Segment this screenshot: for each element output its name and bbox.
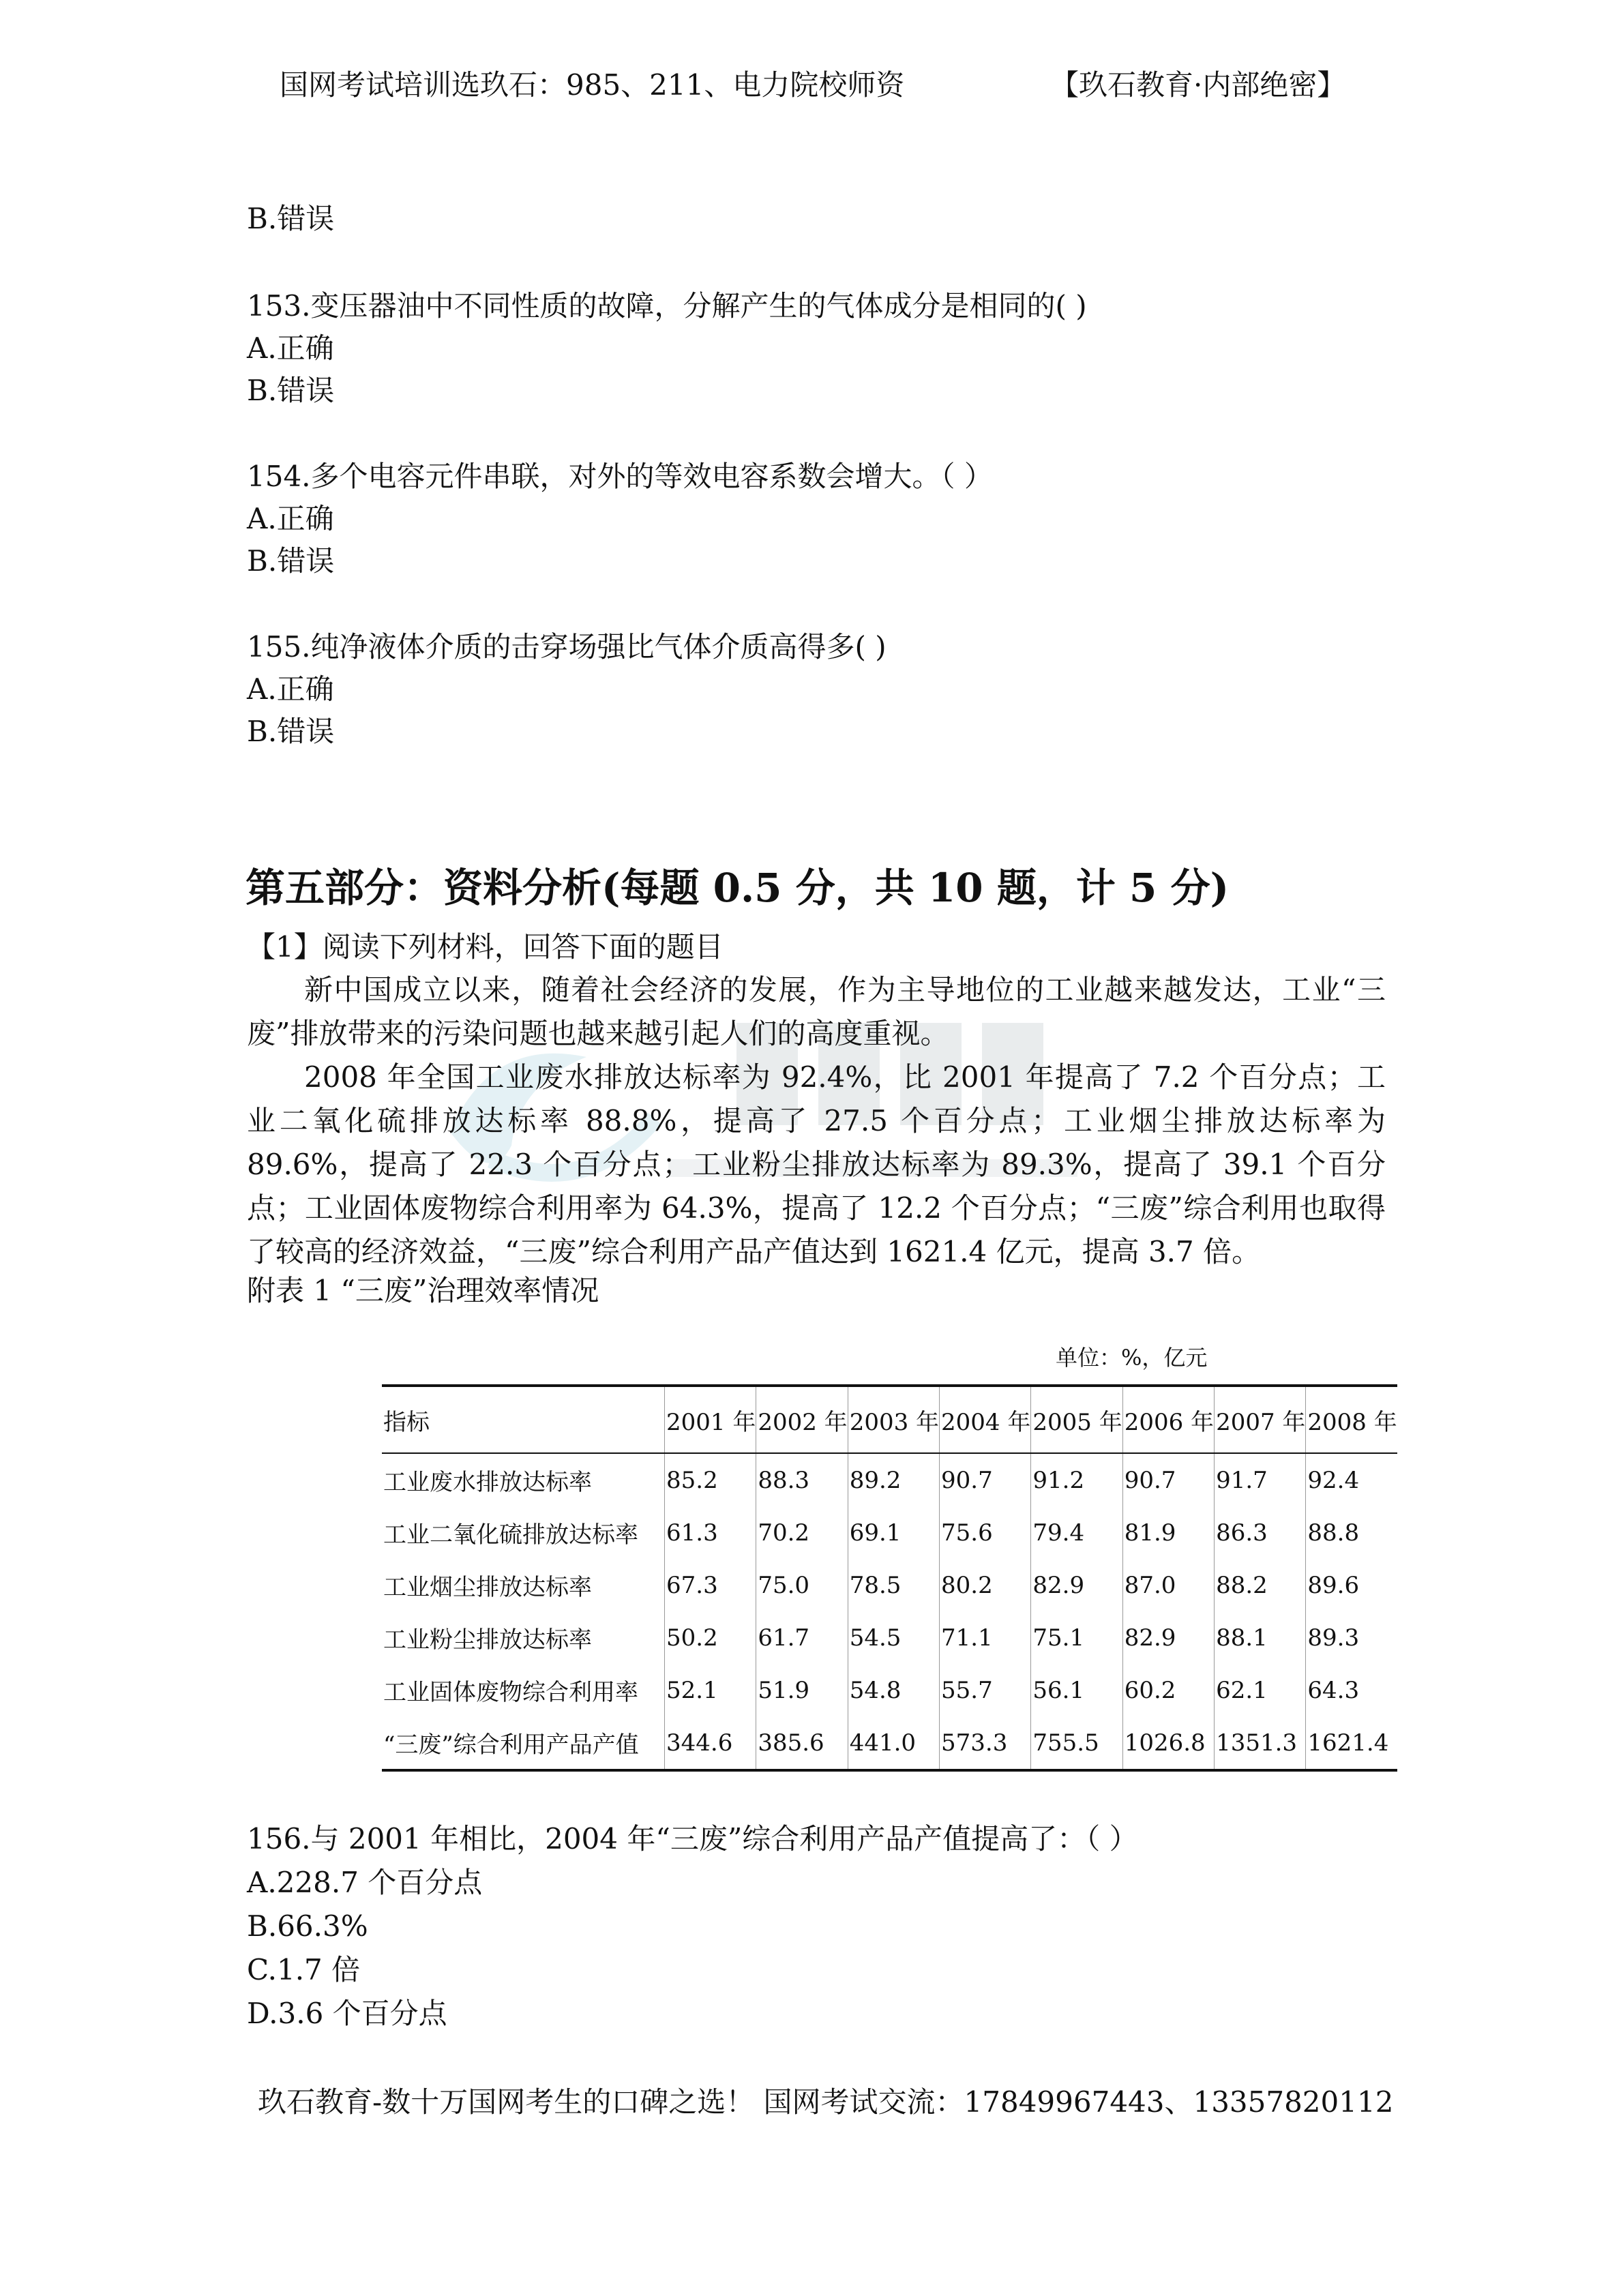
question-156-option-b: B.66.3% xyxy=(247,1909,368,1943)
table-cell: 85.2 xyxy=(665,1453,756,1506)
table-header-cell: 2001 年 xyxy=(665,1386,756,1453)
table-cell: 89.6 xyxy=(1306,1559,1397,1611)
table-row-label: 工业烟尘排放达标率 xyxy=(383,1574,592,1601)
table-cell: 52.1 xyxy=(665,1664,756,1716)
table-header-cell: 2006 年 xyxy=(1122,1386,1214,1453)
header-right-text: 【玖石教育·内部绝密】 xyxy=(1050,68,1346,102)
table-cell: 87.0 xyxy=(1122,1559,1214,1611)
table-cell: 70.2 xyxy=(756,1506,848,1559)
table-row xyxy=(382,1453,1397,1506)
question-155-stem: 155.纯净液体介质的击穿场强比气体介质高得多( ) xyxy=(247,630,887,664)
table-cell: 88.8 xyxy=(1306,1506,1397,1559)
table-row-label: 工业粉尘排放达标率 xyxy=(383,1626,592,1654)
material-paragraph-1: 新中国成立以来，随着社会经济的发展，作为主导地位的工业越来越发达，工业“三废”排放带来的污染问题也越来越引起人们的高度重视。 xyxy=(247,973,1386,1050)
material-intro: 【1】阅读下列材料，回答下面的题目 xyxy=(247,930,724,964)
question-154-option-b: B.错误 xyxy=(247,544,335,578)
table-cell: 54.5 xyxy=(848,1611,939,1664)
prev-question-option: B.错误 xyxy=(247,202,335,235)
table-header-cell: 2005 年 xyxy=(1031,1386,1122,1453)
question-156-option-d: D.3.6 个百分点 xyxy=(247,1997,447,2030)
table-cell: 50.2 xyxy=(665,1611,756,1664)
table-cell: 89.2 xyxy=(848,1453,939,1506)
table-cell: 88.1 xyxy=(1215,1611,1306,1664)
header-left-text: 国网考试培训选玖石：985、211、电力院校师资 xyxy=(280,68,905,102)
table-cell: 78.5 xyxy=(848,1559,939,1611)
table-cell: 82.9 xyxy=(1031,1559,1122,1611)
table-row xyxy=(382,1559,1397,1611)
table-row xyxy=(382,1611,1397,1664)
question-156-option-c: C.1.7 倍 xyxy=(247,1953,361,1986)
table-cell: 89.3 xyxy=(1306,1611,1397,1664)
footer-text: 玖石教育-数十万国网考生的口碑之选！ 国网考试交流：17849967443、13357820112 xyxy=(258,2085,1394,2119)
table-header-cell: 指标 xyxy=(383,1408,430,1436)
table-cell: 61.3 xyxy=(665,1506,756,1559)
table-row-label: 工业二氧化硫排放达标率 xyxy=(383,1521,638,1549)
table-cell: 86.3 xyxy=(1215,1506,1306,1559)
table-cell: 81.9 xyxy=(1122,1506,1214,1559)
table-cell: 75.6 xyxy=(940,1506,1031,1559)
table-cell: 62.1 xyxy=(1215,1664,1306,1716)
table-row xyxy=(382,1716,1397,1770)
table-header-cell: 2002 年 xyxy=(756,1386,848,1453)
table-cell: 64.3 xyxy=(1306,1664,1397,1716)
table-cell: 75.0 xyxy=(756,1559,848,1611)
table-cell: 90.7 xyxy=(940,1453,1031,1506)
material-paragraph-2: 2008 年全国工业废水排放达标率为 92.4%，比 2001 年提高了 7.2 个百分点；工业二氧化硫排放达标率 88.8%，提高了 27.5 个百分点；工业烟尘排放达标率为 89.6%，提高了 22.3 个百分点；工业粉尘排放达标率为 89.3%，提高了 39.1 个百分点；工业固体废物综合利用率为 64.3%，提高了 12.2 个百分点；“三废”综合利用也取得了较高的经济效益，“三废”综合利用产品产值达到 1621.4 亿元，提高 3.7 倍。 xyxy=(247,1060,1386,1268)
table-row-label: 工业固体废物综合利用率 xyxy=(383,1679,638,1706)
data-table xyxy=(382,1384,1397,1772)
table-header-cell: 2007 年 xyxy=(1215,1386,1306,1453)
table-row-label: “三废”综合利用产品产值 xyxy=(383,1731,639,1759)
table-cell: 75.1 xyxy=(1031,1611,1122,1664)
question-155-option-b: B.错误 xyxy=(247,715,335,748)
table-cell: 441.0 xyxy=(848,1716,939,1770)
section-title: 第五部分：资料分析(每题 0.5 分，共 10 题，计 5 分) xyxy=(245,865,1230,911)
table-cell: 88.3 xyxy=(756,1453,848,1506)
table-header-cell: 2008 年 xyxy=(1306,1386,1397,1453)
table-cell: 80.2 xyxy=(940,1559,1031,1611)
table-cell: 92.4 xyxy=(1306,1453,1397,1506)
table-cell: 82.9 xyxy=(1122,1611,1214,1664)
question-156-stem: 156.与 2001 年相比，2004 年“三废”综合利用产品产值提高了：（ ） xyxy=(247,1822,1138,1855)
table-cell: 573.3 xyxy=(940,1716,1031,1770)
question-153-stem: 153.变压器油中不同性质的故障，分解产生的气体成分是相同的( ) xyxy=(247,289,1087,323)
table-cell: 91.2 xyxy=(1031,1453,1122,1506)
question-156-option-a: A.228.7 个百分点 xyxy=(247,1866,483,1899)
table-cell: 60.2 xyxy=(1122,1664,1214,1716)
table-row xyxy=(382,1664,1397,1716)
table-cell: 88.2 xyxy=(1215,1559,1306,1611)
table-cell: 79.4 xyxy=(1031,1506,1122,1559)
table-cell: 1351.3 xyxy=(1215,1716,1306,1770)
table-cell: 55.7 xyxy=(940,1664,1031,1716)
table-cell: 385.6 xyxy=(756,1716,848,1770)
table-cell: 1026.8 xyxy=(1122,1716,1214,1770)
table-row xyxy=(382,1506,1397,1559)
table-cell: 344.6 xyxy=(665,1716,756,1770)
table-cell: 69.1 xyxy=(848,1506,939,1559)
table-cell: 67.3 xyxy=(665,1559,756,1611)
table-cell: 71.1 xyxy=(940,1611,1031,1664)
table-cell: 61.7 xyxy=(756,1611,848,1664)
table-cell: 755.5 xyxy=(1031,1716,1122,1770)
table-cell: 54.8 xyxy=(848,1664,939,1716)
table-header-cell: 2004 年 xyxy=(940,1386,1031,1453)
table-header-cell: 2003 年 xyxy=(848,1386,939,1453)
table-unit-label: 单位：%，亿元 xyxy=(1056,1345,1208,1371)
table-cell: 90.7 xyxy=(1122,1453,1214,1506)
table-cell: 51.9 xyxy=(756,1664,848,1716)
table-cell: 1621.4 xyxy=(1306,1716,1397,1770)
table-cell: 56.1 xyxy=(1031,1664,1122,1716)
question-155-option-a: A.正确 xyxy=(247,672,334,706)
question-153-option-b: B.错误 xyxy=(247,374,335,407)
question-154-option-a: A.正确 xyxy=(247,502,334,535)
table-header-row xyxy=(382,1386,1397,1453)
table-cell: 91.7 xyxy=(1215,1453,1306,1506)
question-153-option-a: A.正确 xyxy=(247,331,334,365)
table-row-label: 工业废水排放达标率 xyxy=(383,1469,592,1496)
table-caption: 附表 1 “三废”治理效率情况 xyxy=(247,1274,599,1307)
question-154-stem: 154.多个电容元件串联，对外的等效电容系数会增大。（ ） xyxy=(247,460,993,493)
